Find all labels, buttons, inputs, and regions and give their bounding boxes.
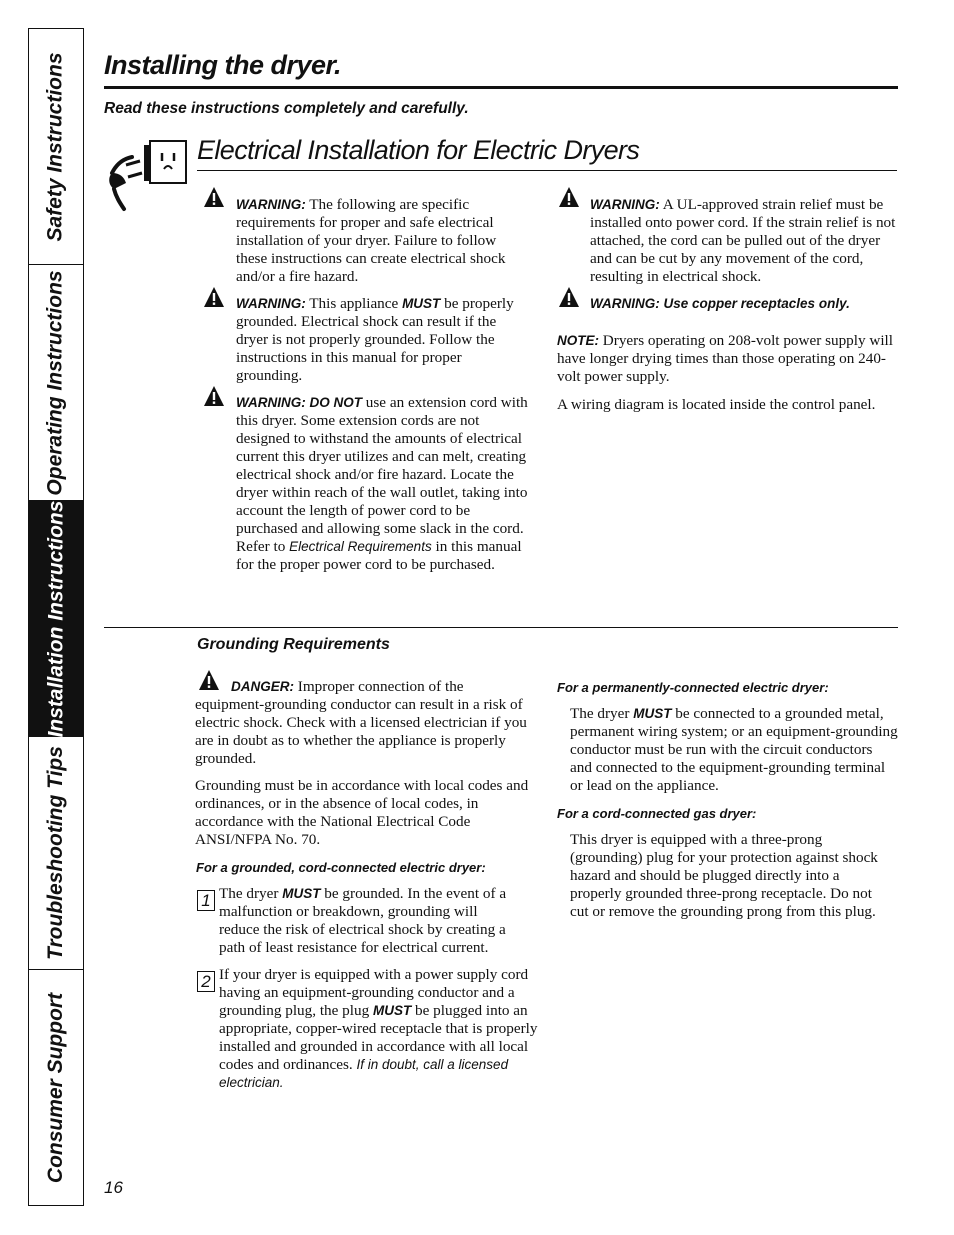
step-number: 1 <box>197 890 215 911</box>
page-title: Installing the dryer. <box>104 50 342 80</box>
grounding-heading: Grounding Requirements <box>197 636 390 653</box>
note-208-volt: NOTE: Dryers operating on 208-volt power supply will have longer drying times than those operating on 240-volt power supply. <box>557 332 893 385</box>
section-rule <box>197 170 897 171</box>
warning-extension-cord: WARNING: DO NOT use an extension cord with this dryer. Some extension cords are not designed to withstand the amounts of electrical current this dryer utilizes and can melt, creating electrical shock and/or fire hazard. Locate the dryer within reach of the wall outlet, taking into account the length of power cord to be purchased and allowing some slack in the cord. Refer to Electrical Requirements in this manual for the proper power cord to be purchased. <box>236 394 528 573</box>
page-number: 16 <box>104 1178 123 1197</box>
warning-copper-receptacles: WARNING: Use copper receptacles only. <box>590 296 850 311</box>
warning-triangle-icon <box>203 186 225 208</box>
tab-consumer-support[interactable]: Consumer Support <box>44 992 68 1183</box>
side-tab-bar <box>28 28 84 1206</box>
gas-dryer-text: This dryer is equipped with a three-prong (grounding) plug for your protection against shock hazard and should be plugged directly into a properly grounded three-prong receptacle. Do not cut or remove the grounding prong from this plug. <box>570 831 878 920</box>
danger-grounding: DANGER: Improper connection of the equipment-grounding conductor can result in a risk of electric shock. Check with a licensed electrician if you are in doubt as to whether the appliance is properly grounded. <box>195 678 527 767</box>
tab-operating-instructions[interactable]: Operating Instructions <box>29 265 83 501</box>
warning-triangle-icon <box>558 286 580 308</box>
title-rule <box>104 86 898 89</box>
permanent-connection-text: The dryer MUST be connected to a grounded metal, permanent wiring system; or an equipment-grounding conductor must be run with the circuit conductors and connected to the equipment-grounding terminal or lead on the appliance. <box>570 705 898 794</box>
tab-installation-instructions[interactable]: Installation Instructions <box>29 501 83 737</box>
gas-dryer-heading: For a cord-connected gas dryer: <box>557 806 757 821</box>
section-divider <box>104 627 898 628</box>
tab-troubleshooting-tips[interactable]: Troubleshooting Tips <box>29 737 83 970</box>
step-2-text: If your dryer is equipped with a power supply cord having an equipment-grounding conductor and a grounding plug, the plug MUST be plugged into an appropriate, copper-wired receptacle that is properly installed and grounded in accordance with all local codes and ordinances. If in doubt, call a licensed electrician. <box>219 966 538 1090</box>
cord-electric-heading: For a grounded, cord-connected electric dryer: <box>196 860 486 875</box>
warning-strain-relief: WARNING: A UL-approved strain relief must be installed onto power cord. If the strain relief is not attached, the cord can be pulled out of the dryer and can be cut by any movement of the cord, resulting in electrical shock. <box>590 196 896 285</box>
section-heading: Electrical Installation for Electric Dryers <box>197 135 640 165</box>
warning-triangle-icon <box>203 286 225 308</box>
electrical-plug-outlet-icon <box>106 137 190 215</box>
wiring-diagram-note: A wiring diagram is located inside the control panel. <box>557 396 876 413</box>
step-number: 2 <box>197 971 215 992</box>
step-1-text: The dryer MUST be grounded. In the event of a malfunction or breakdown, grounding will reduce the risk of electrical shock by creating a path of least resistance for electrical current. <box>219 885 507 956</box>
grounding-codes: Grounding must be in accordance with local codes and ordinances, or in the absence of local codes, in accordance with the National Electrical Code ANSI/NFPA No. 70. <box>195 777 529 848</box>
warning-triangle-icon <box>203 385 225 407</box>
warning-triangle-icon <box>558 186 580 208</box>
tab-safety-instructions[interactable]: Safety Instructions <box>29 29 83 265</box>
page-subtitle: Read these instructions completely and carefully. <box>104 100 469 117</box>
warning-grounding: WARNING: This appliance MUST be properly grounded. Electrical shock can result if the dryer is not properly grounded. Follow the instructions in this manual for proper grounding. <box>236 295 514 384</box>
permanent-connection-heading: For a permanently-connected electric dryer: <box>557 680 829 695</box>
warning-general: WARNING: The following are specific requirements for proper and safe electrical installation of your dryer. Failure to follow these instructions can create electrical shock and/or a fire hazard. <box>236 196 506 285</box>
